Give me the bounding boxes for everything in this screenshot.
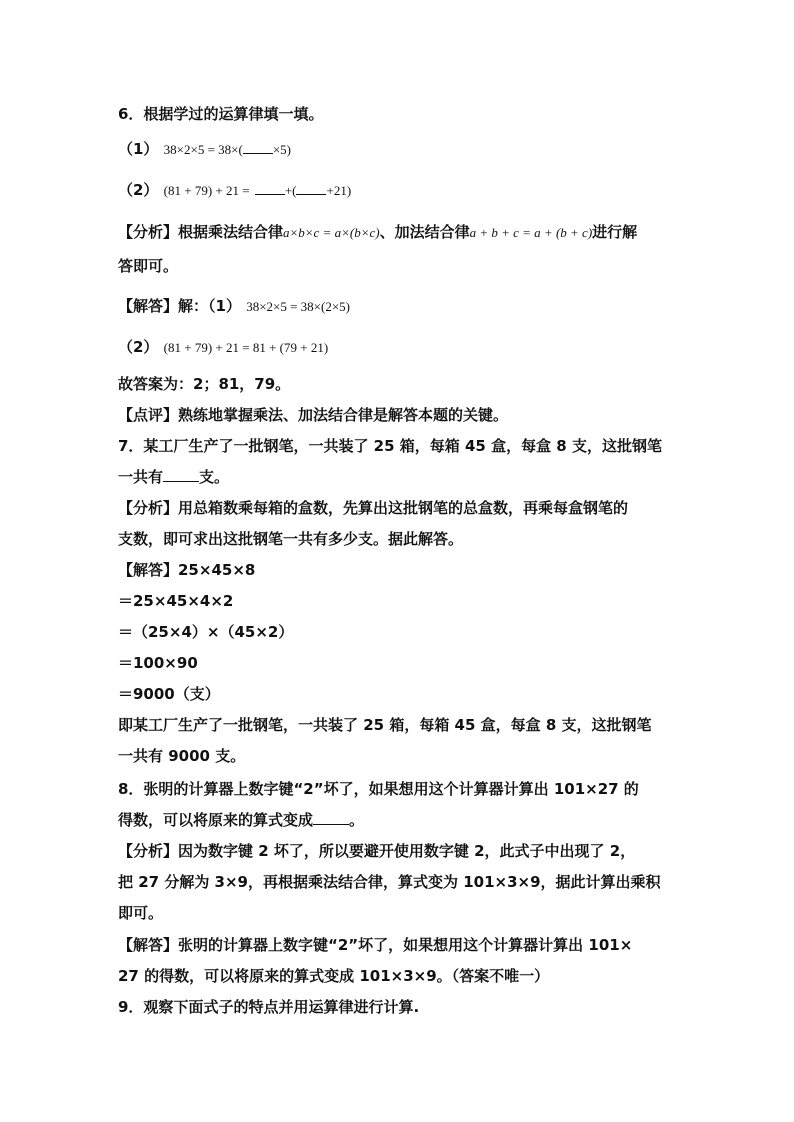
q6-analysis-math2: a + b + c = a + (b + c) <box>469 225 593 240</box>
q6-part2-math-a: (81 + 79) + 21 = <box>163 183 250 198</box>
q6-answer-line2 <box>118 337 328 358</box>
q7-solution-step3: ＝（25×4）×（45×2） <box>118 623 294 641</box>
q6-title: 6．根据学过的运算律填一填。 <box>118 105 324 123</box>
q6-answer-math1: 38×2×5 = 38×(2×5) <box>246 299 351 314</box>
q7-title-c: 支。 <box>199 468 230 486</box>
q6-analysis-line1 <box>118 222 637 243</box>
q6-analysis-line2: 答即可。 <box>118 257 179 275</box>
q7-analysis-line1: 【分析】用总箱数乘每箱的盒数，先算出这批钢笔的总盒数，再乘每盒钢笔的 <box>118 499 629 517</box>
q7-title-line2 <box>118 467 229 487</box>
q7-title-line1: 7．某工厂生产了一批钢笔，一共装了 25 箱，每箱 45 盒，每盒 8 支，这批钢笔 <box>118 437 662 455</box>
q8-blank <box>313 810 349 825</box>
q8-answer-line2: 27 的得数，可以将原来的算式变成 101×3×9。（答案不唯一） <box>118 967 550 985</box>
q6-comment: 【点评】熟练地掌握乘法、加法结合律是解答本题的关键。 <box>118 406 509 424</box>
q8-analysis-line2: 把 27 分解为 3×9，再根据乘法结合律，算式变为 101×3×9，据此计算出乘积 <box>118 873 661 891</box>
q8-answer-line1: 【解答】张明的计算器上数字键“2”坏了，如果想用这个计算器计算出 101× <box>118 936 633 954</box>
q6-result: 故答案为：2；81，79。 <box>118 375 291 393</box>
q7-solution-step4: ＝100×90 <box>118 654 198 672</box>
q8-analysis-line1: 【分析】因为数字键 2 坏了，所以要避开使用数字键 2，此式子中出现了 2， <box>118 842 636 860</box>
q6-part2-math-c: +21) <box>326 183 352 198</box>
q6-part1-math-b: ×5) <box>272 142 291 157</box>
q7-analysis-line2: 支数，即可求出这批钢笔一共有多少支。据此解答。 <box>118 530 464 548</box>
q6-part1-math-a: 38×2×5 = 38×( <box>163 142 243 157</box>
q8-title-b: 得数，可以将原来的算式变成 <box>118 811 314 829</box>
q9-title: 9．观察下面式子的特点并用运算律进行计算. <box>118 998 420 1016</box>
q7-conclusion-line2: 一共有 9000 支。 <box>118 747 246 765</box>
q6-part1-blank <box>243 139 273 154</box>
q8-title-line2 <box>118 810 364 830</box>
q6-part2-label: （2） <box>118 181 159 199</box>
q7-solution-step1: 【解答】25×45×8 <box>118 561 256 579</box>
q6-part2-math-b: +( <box>284 183 297 198</box>
q6-analysis-c: 进行解 <box>592 223 638 241</box>
q7-solution-step2: ＝25×45×4×2 <box>118 592 234 610</box>
q7-conclusion-line1: 即某工厂生产了一批钢笔，一共装了 25 箱，每箱 45 盒，每盒 8 支，这批钢笔 <box>118 716 652 734</box>
q6-part2-blank2 <box>296 180 326 195</box>
q8-title-c: 。 <box>349 811 365 829</box>
q7-solution-step5: ＝9000（支） <box>118 685 220 703</box>
q7-blank <box>163 467 199 482</box>
q6-part1 <box>118 139 291 160</box>
q6-analysis-b: 、加法结合律 <box>379 223 470 241</box>
q6-analysis-a: 【分析】根据乘法结合律 <box>118 223 284 241</box>
q6-answer2-label: （2） <box>118 338 159 356</box>
q6-answer-math2: (81 + 79) + 21 = 81 + (79 + 21) <box>163 340 329 355</box>
q6-answer-line1 <box>118 296 350 317</box>
q7-title-b: 一共有 <box>118 468 164 486</box>
q6-part1-label: （1） <box>118 140 159 158</box>
q6-part2 <box>118 180 351 201</box>
q6-answer-a: 【解答】解：（1） <box>118 297 241 315</box>
q6-part2-blank1 <box>255 180 285 195</box>
q6-analysis-math1: a×b×c = a×(b×c) <box>283 225 380 240</box>
q8-title-line1: 8．张明的计算器上数字键“2”坏了，如果想用这个计算器计算出 101×27 的 <box>118 780 639 798</box>
q8-analysis-line3: 即可。 <box>118 904 164 922</box>
